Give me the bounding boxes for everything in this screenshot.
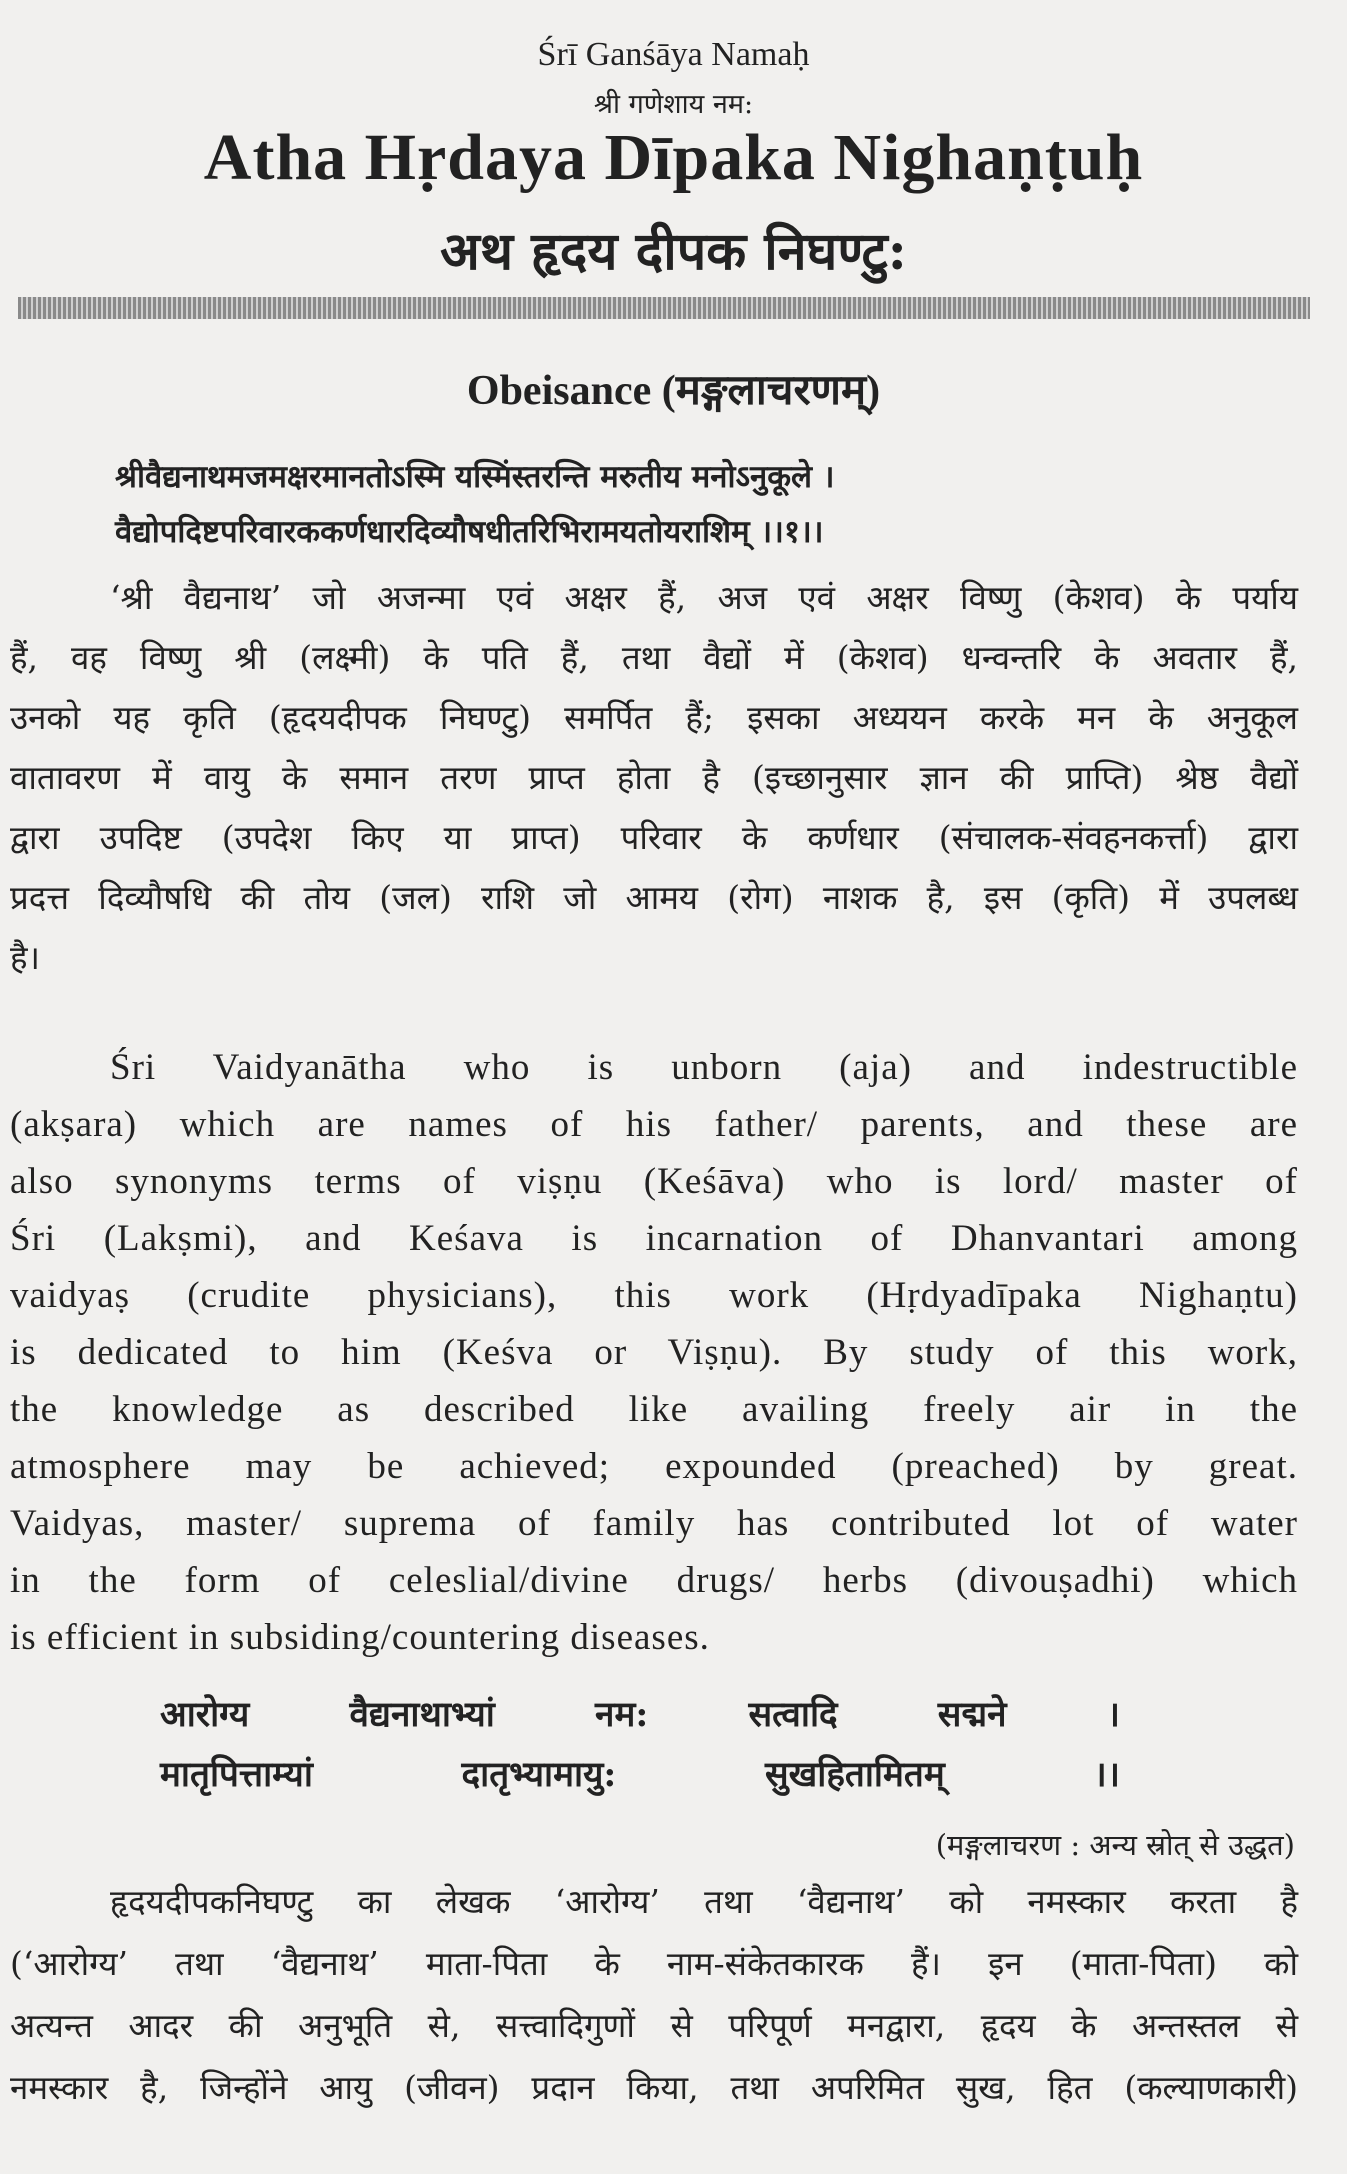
- english-line-3: also synonyms terms of viṣṇu (Keśāva) who is lord/ master of: [10, 1161, 1298, 1202]
- english-line-5: vaidyaṣ (crudite physicians), this work (Hṛdyadīpaka Nighaṇtu): [10, 1275, 1298, 1316]
- shloka-2-line-2: मातृपित्ताम्यां दातृभ्यामायु: सुखहितामितम् ।।: [160, 1754, 1120, 1795]
- hindi-p1-line-7: है।: [10, 938, 41, 977]
- hindi-p1-line-3: उनको यह कृति (हृदयदीपक निघण्टु) समर्पित हैं; इसका अध्ययन करके मन के अनुकूल: [10, 698, 1298, 737]
- hindi-p2-line-2: (‘आरोग्य’ तथा ‘वैद्यनाथ’ माता-पिता के नाम-संकेतकारक हैं। इन (माता-पिता) को: [10, 1944, 1298, 1983]
- hindi-p2-line-3: अत्यन्त आदर की अनुभूति से, सत्त्वादिगुणों से परिपूर्ण मनद्वारा, हृदय के अन्तस्तल से: [10, 2006, 1298, 2045]
- english-line-11: is efficient in subsiding/countering diseases.: [10, 1617, 710, 1658]
- section-heading: Obeisance (मङ्गलाचरणम्): [466, 368, 881, 414]
- shloka-2-line-1: आरोग्य वैद्यनाथाभ्यां नम: सत्वादि सद्मने ।: [160, 1694, 1120, 1735]
- hindi-p1-line-2: हैं, वह विष्णु श्री (लक्ष्मी) के पति हैं, तथा वैद्यों में (केशव) धन्वन्तरि के अवतार हैं,: [10, 638, 1298, 677]
- hindi-p2-line-1: हृदयदीपकनिघण्टु का लेखक ‘आरोग्य’ तथा ‘वैद्यनाथ’ को नमस्कार करता है: [110, 1882, 1298, 1921]
- hindi-p1-line-1: ‘श्री वैद्यनाथ’ जो अजन्मा एवं अक्षर हैं, अज एवं अक्षर विष्णु (केशव) के पर्याय: [110, 578, 1298, 617]
- english-line-10: in the form of celeslial/divine drugs/ herbs (divouṣadhi) which: [10, 1560, 1298, 1601]
- hindi-p1-line-5: द्वारा उपदिष्ट (उपदेश किए या प्राप्त) परिवार के कर्णधार (संचालक-संवहनकर्त्ता) द्वारा: [10, 818, 1298, 857]
- source-note: (मङ्गलाचरण : अन्य स्रोत् से उद्धत): [935, 1828, 1295, 1862]
- english-line-7: the knowledge as described like availing freely air in the: [10, 1389, 1298, 1430]
- hindi-p2-line-4: नमस्कार है, जिन्होंने आयु (जीवन) प्रदान किया, तथा अपरिमित सुख, हित (कल्याणकारी): [10, 2068, 1298, 2107]
- hindi-p1-line-6: प्रदत्त दिव्यौषधि की तोय (जल) राशि जो आमय (रोग) नाशक है, इस (कृति) में उपलब्ध: [10, 878, 1298, 917]
- english-line-4: Śri (Lakṣmi), and Keśava is incarnation of Dhanvantari among: [10, 1218, 1298, 1259]
- english-line-6: is dedicated to him (Keśva or Viṣṇu). By study of this work,: [10, 1332, 1298, 1373]
- english-line-1: Śri Vaidyanātha who is unborn (aja) and indestructible: [110, 1047, 1298, 1088]
- page-title-hindi: अथ हृदय दीपक निघण्टु:: [440, 221, 907, 282]
- page-title-english: Atha Hṛdaya Dīpaka Nighaṇṭuḥ: [203, 121, 1144, 194]
- english-line-8: atmosphere may be achieved; expounded (preached) by great.: [10, 1446, 1298, 1487]
- invocation-english: Śrī Ganśāya Namaḥ: [537, 36, 810, 73]
- english-line-2: (akṣara) which are names of his father/ parents, and these are: [10, 1104, 1298, 1145]
- invocation-hindi: श्री गणेशाय नम:: [593, 89, 754, 120]
- verse-line-2: वैद्योपदिष्टपरिवारककर्णधारदिव्यौषधीतरिभिरामयतोयराशिम् ।।१।।: [115, 514, 824, 550]
- hindi-p1-line-4: वातावरण में वायु के समान तरण प्राप्त होता है (इच्छानुसार ज्ञान की प्राप्ति) श्रेष्ठ वैद्यों: [10, 758, 1298, 797]
- english-line-9: Vaidyas, master/ suprema of family has contributed lot of water: [10, 1503, 1298, 1544]
- title-divider: [18, 297, 1310, 319]
- verse-line-1: श्रीवैद्यनाथमजमक्षरमानतोऽस्मि यस्मिंस्तरन्ति मरुतीय मनोऽनुकूले ।: [115, 459, 835, 495]
